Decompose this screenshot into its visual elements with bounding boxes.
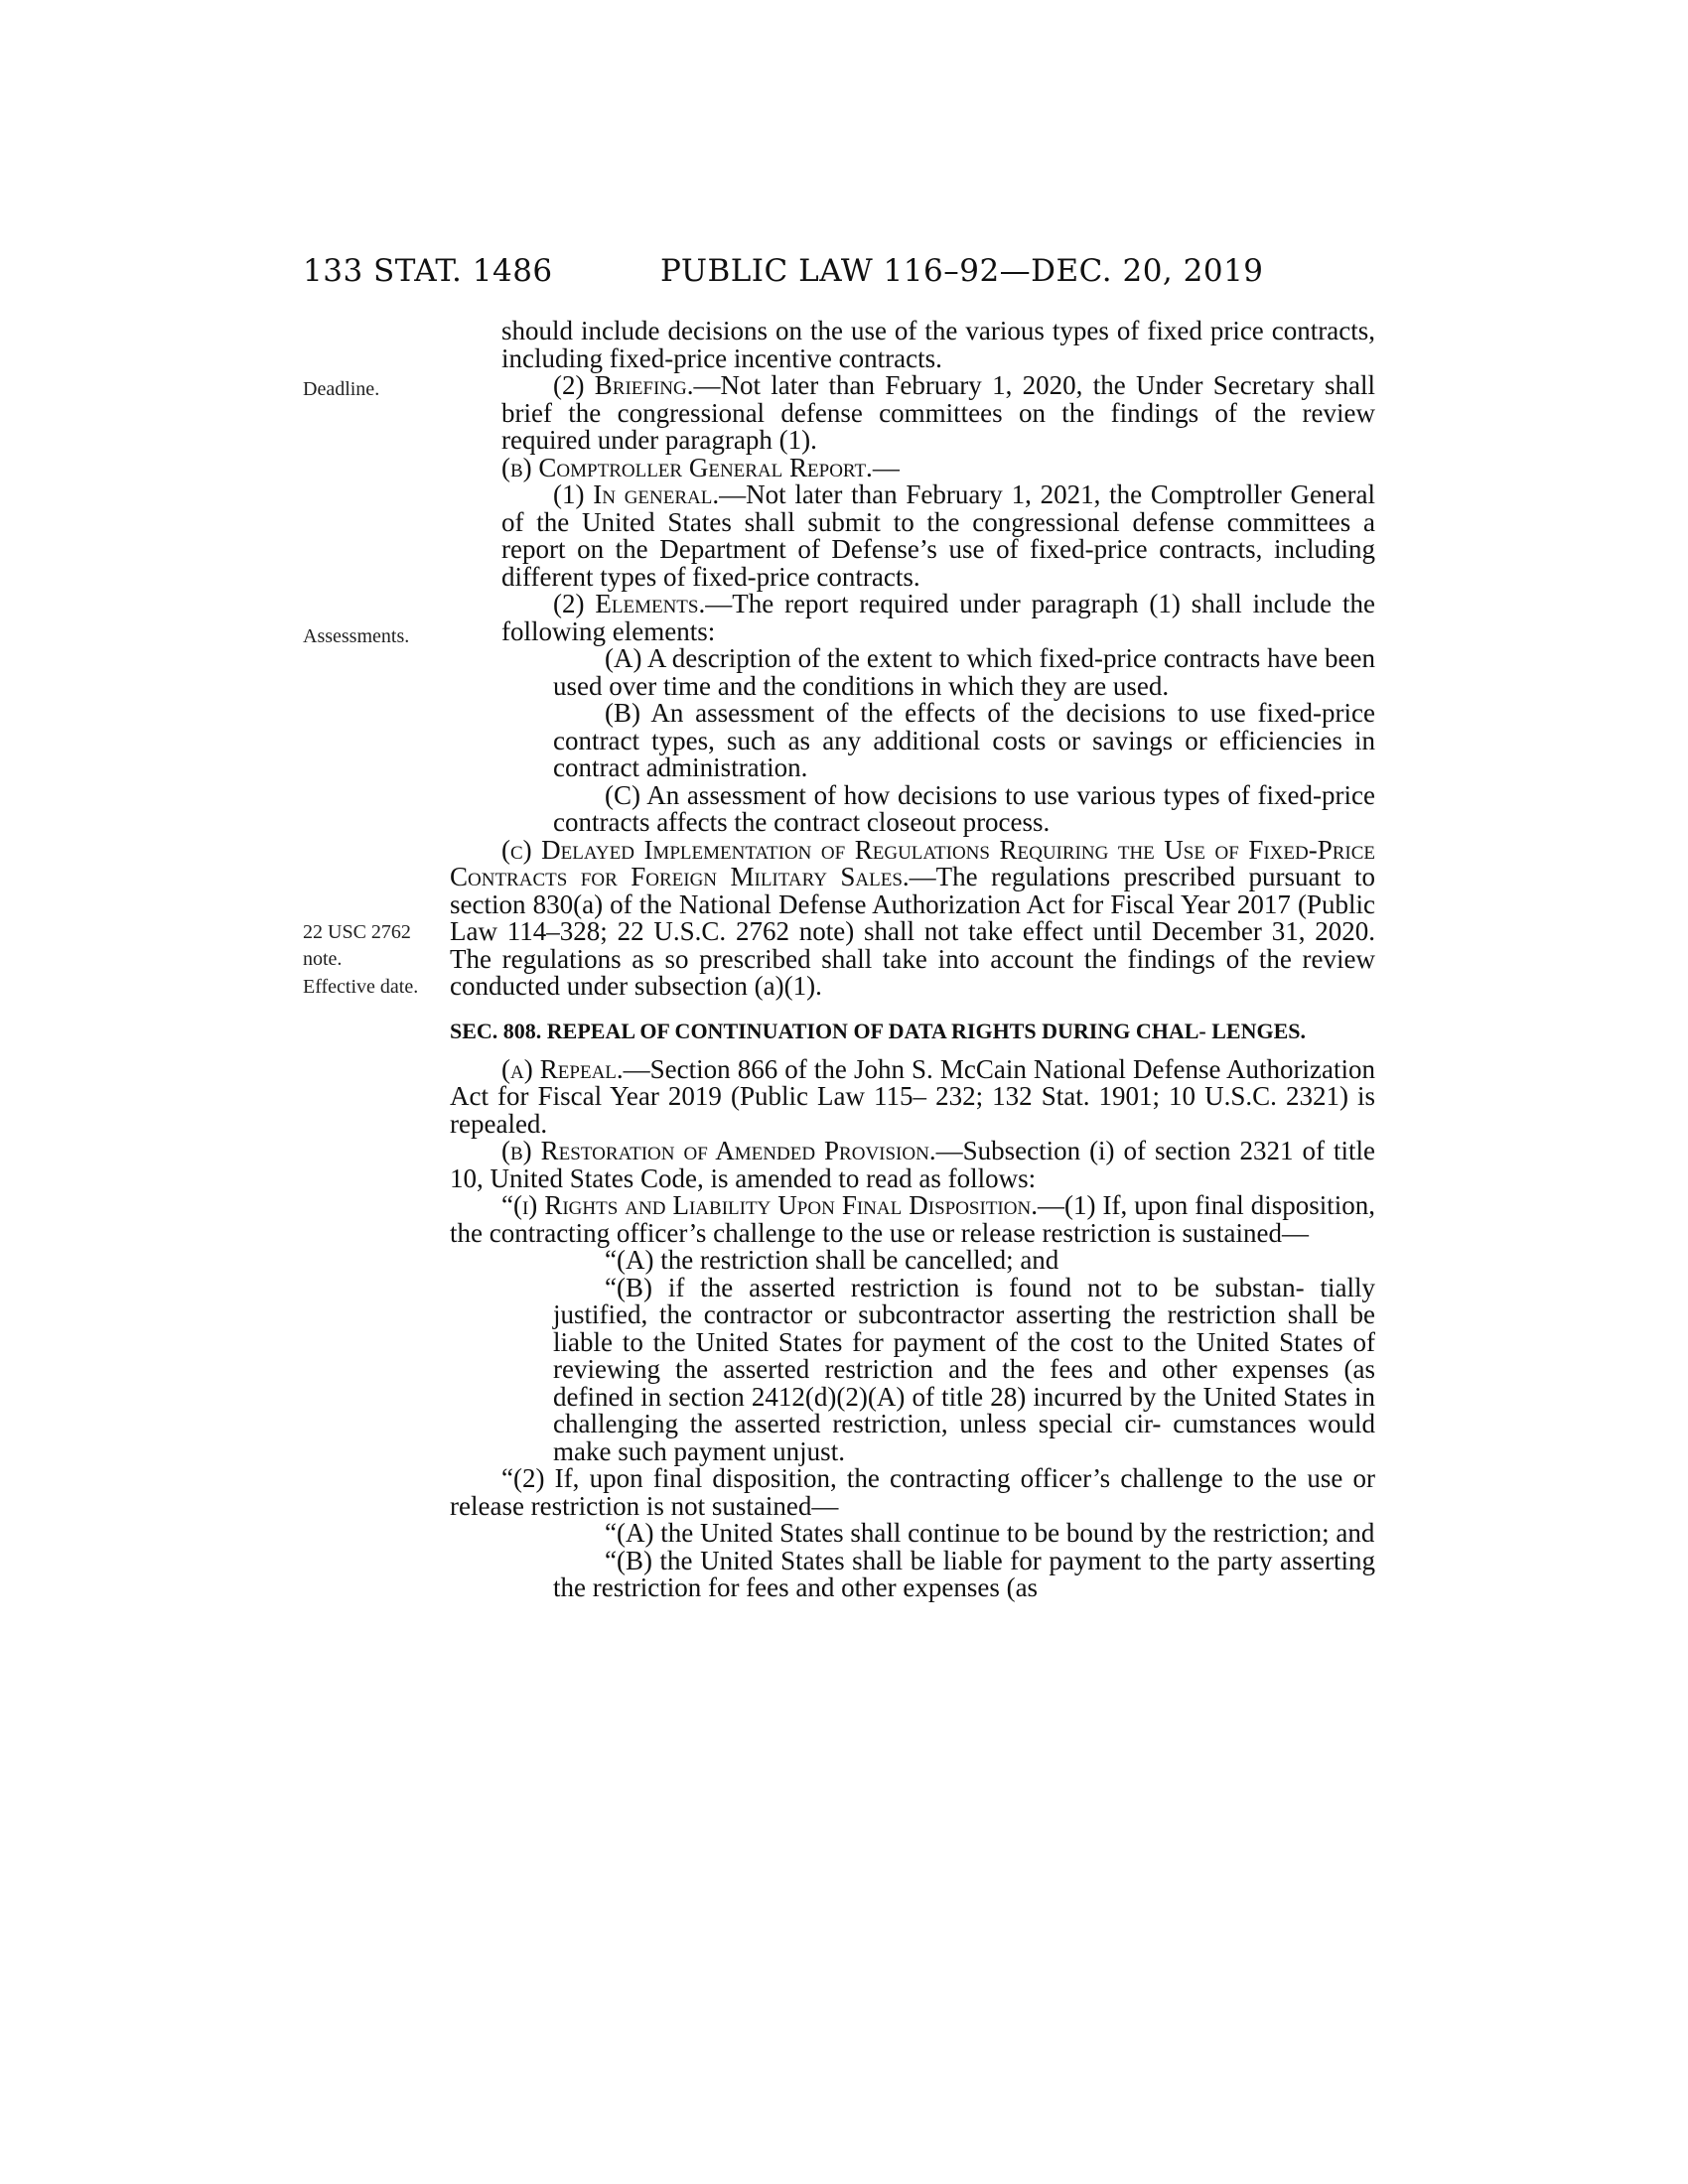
paragraph-comptroller xyxy=(501,452,1375,482)
usc-ref-line1: 22 USC 2762 xyxy=(303,921,411,943)
margin-note-effective-date: Effective date. xyxy=(303,976,419,998)
para-text: —Not later than February 1, 2020, the Under Secretary shall brief the congressional defense committees on the findings of the review required under paragraph (1). xyxy=(501,370,1375,455)
paragraph: should include decisions on the use of the various types of fixed price contracts, including fixed-price incentive contracts. xyxy=(501,316,1375,373)
paragraph-in-general xyxy=(501,481,1375,591)
para-text: —Not later than February 1, 2021, the Comptroller General of the United States shall submit to the congressional defense committees a report on the Department of Defense’s use of fixed-price contracts, including different types of fixed-price contracts. xyxy=(501,479,1375,592)
paragraph-element-b: (B) An assessment of the effects of the decisions to use fixed-price contract types, such as any additional costs or savings or efficiencies in contract administration. xyxy=(553,698,1375,782)
law-title: PUBLIC LAW 116–92—DEC. 20, 2019 xyxy=(660,253,1264,289)
para-heading: (1) In general. xyxy=(553,479,720,509)
paragraph-clause-a2: “(A) the United States shall continue to be bound by the restriction; and xyxy=(605,1518,1375,1548)
para-text: —Subsection (i) of section 2321 of title 10, United States Code, is amended to read as follows: xyxy=(450,1136,1375,1193)
paragraph-rights-liability xyxy=(450,1192,1375,1247)
para-heading: (b) Comptroller General Report. xyxy=(501,452,873,482)
paragraph-clause-b1: “(B) if the asserted restriction is found not to be substan- tially justified, the contractor or subcontractor asserting the restriction shall be liable to the United States for payment of the cost to the United States of reviewing the asserted restriction and the fees and other expenses (as defined in section 2412(d)(2)(A) of title 28) incurred by the United States in challenging the asserted restriction, unless special cir- cumstances would make such payment unjust. xyxy=(553,1272,1375,1466)
para-text: —The report required under paragraph (1) shall include the following elements: xyxy=(501,589,1375,646)
section-heading: SEC. 808. REPEAL OF CONTINUATION OF DATA RIGHTS DURING CHAL- LENGES. xyxy=(450,1018,1306,1043)
para-text: —Section 866 of the John S. McCain National Defense Authorization Act for Fiscal Year 2019 (Public Law 115– 232; 132 Stat. 1901; 10 U.S.C. 2321) is repealed. xyxy=(450,1053,1375,1139)
paragraph-delayed-implementation xyxy=(450,834,1375,1001)
paragraph-elements xyxy=(501,591,1375,645)
paragraph-clause-2: “(2) If, upon final disposition, the contracting officer’s challenge to the use or release restriction is not sustained— xyxy=(450,1463,1375,1521)
margin-note-assessments: Assessments. xyxy=(303,625,410,647)
margin-note-deadline: Deadline. xyxy=(303,378,380,400)
para-text: —The regulations prescribed pursuant to section 830(a) of the National Defense Authorization Act for Fiscal Year 2017 (Public Law 114–328; 22 U.S.C. 2762 note) shall not take effect until December 31, 2020. The regulations as so prescribed shall take into account the findings of the review conducted under subsection (a)(1). xyxy=(450,862,1375,1001)
para-text: — xyxy=(872,452,900,482)
para-heading: (a) Repeal. xyxy=(501,1053,624,1084)
stat-page-number: 133 STAT. 1486 xyxy=(303,253,553,289)
paragraph-restoration xyxy=(450,1138,1375,1192)
para-text: —(1) If, upon final disposition, the contracting officer’s challenge to the use or release restriction is sustained— xyxy=(450,1190,1376,1248)
page-body xyxy=(450,316,1376,1602)
usc-ref-line2: note. xyxy=(303,948,343,970)
paragraph-briefing xyxy=(501,372,1375,455)
paragraph-clause-b2: “(B) the United States shall be liable for payment to the party asserting the restriction for fees and other expenses (as xyxy=(553,1545,1375,1602)
para-heading: (c) Delayed Implementation of Regulations Requiring the Use of Fixed-Price Contracts for Foreign Military Sales. xyxy=(450,834,1375,891)
paragraph-element-c: (C) An assessment of how decisions to use various types of fixed-price contracts affects the contract closeout process. xyxy=(553,779,1375,837)
para-heading: (b) Restoration of Amended Provision. xyxy=(501,1136,936,1165)
para-heading: (2) Elements. xyxy=(553,589,706,618)
paragraph-clause-a1: “(A) the restriction shall be cancelled; and xyxy=(605,1245,1059,1275)
margin-note-usc-ref xyxy=(303,919,411,973)
paragraph-element-a: (A) A description of the extent to which fixed-price contracts have been used over time and the conditions in which they are used. xyxy=(553,643,1375,701)
paragraph-repeal xyxy=(450,1053,1375,1139)
para-heading: (2) Briefing. xyxy=(553,370,694,400)
para-heading: “(i) Rights and Liability Upon Final Disposition. xyxy=(501,1190,1038,1220)
